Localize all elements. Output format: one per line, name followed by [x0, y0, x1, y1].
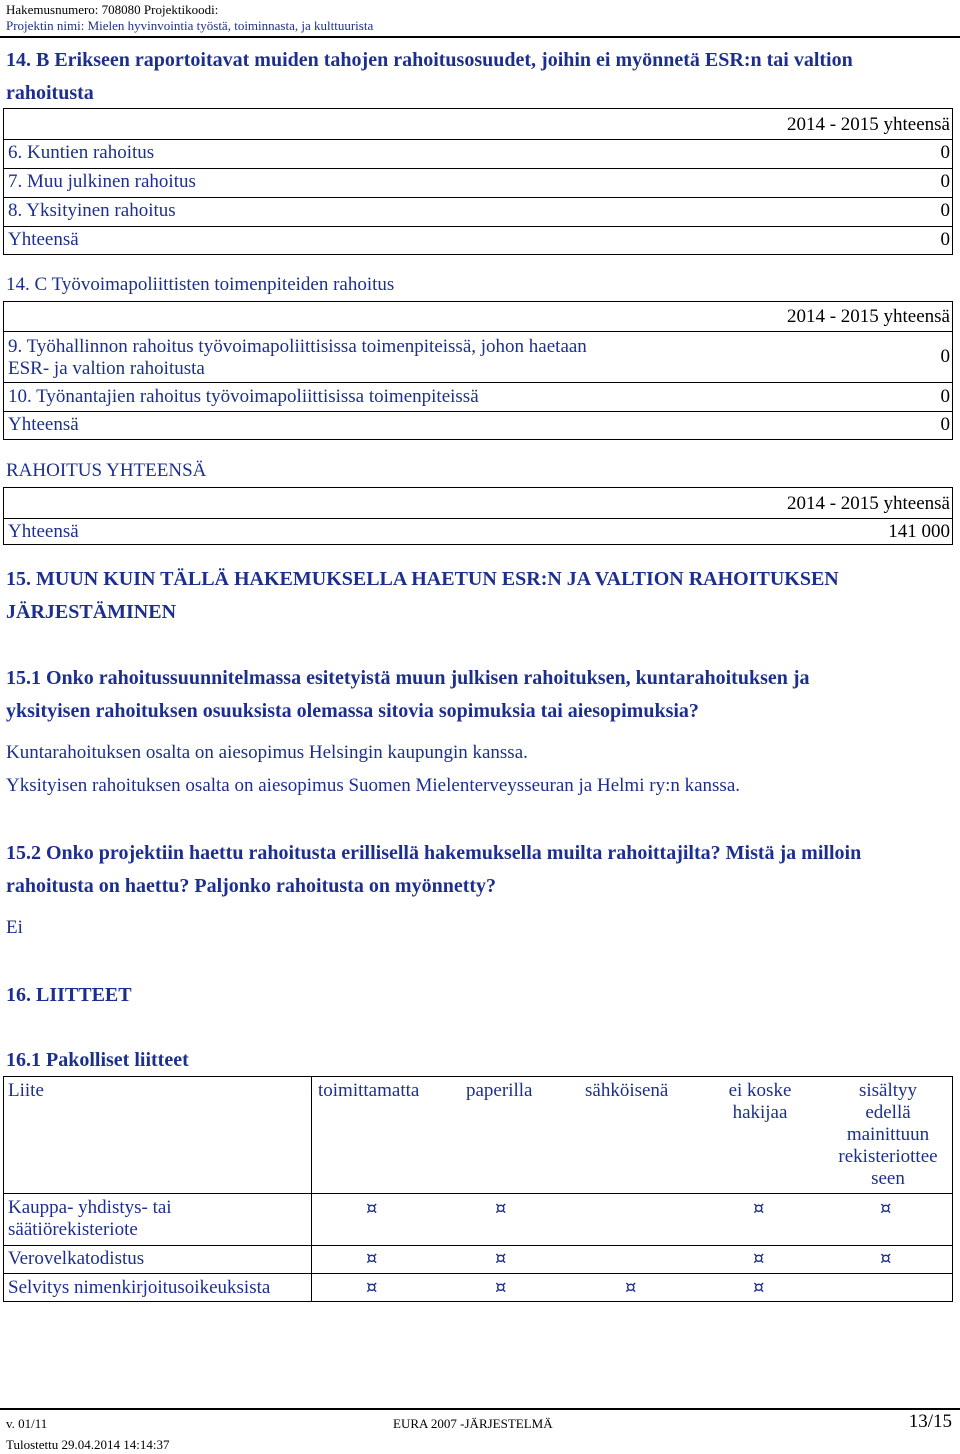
status-mark: ¤ [366, 1198, 378, 1219]
col-divider [311, 1076, 312, 1302]
row-divider [3, 1273, 953, 1274]
col-header-toimittamatta: toimittamatta [318, 1080, 420, 1101]
status-mark: ¤ [880, 1198, 892, 1219]
row-value: 0 [940, 229, 950, 250]
col-header-ei-koske-line2: hakijaa [732, 1102, 788, 1123]
row10-value: 0 [940, 386, 950, 407]
row-divider [3, 518, 953, 519]
question-15-1-line2: yksityisen rahoituksen osuuksista olemassa sitovia sopimuksia tai aiesopimuksia? [6, 700, 699, 722]
section-15-title-line1: 15. MUUN KUIN TÄLLÄ HAKEMUKSELLA HAETUN ESR:N JA VALTION RAHOITUKSEN [6, 568, 839, 590]
question-15-2-line1: 15.2 Onko projektiin haettu rahoitusta erillisellä hakemuksella muilta rahoittajilta? Mistä ja milloin [6, 842, 862, 864]
row-value: 0 [940, 200, 950, 221]
section-14c-total-label: Yhteensä [8, 414, 79, 435]
row-label: 6. Kuntien rahoitus [8, 142, 155, 163]
row-label: Yhteensä [8, 229, 79, 250]
attachment-name-line1: Kauppa- yhdistys- tai [8, 1197, 172, 1218]
attachments-table [3, 1076, 953, 1302]
answer-15-1-line2: Yksityisen rahoituksen osalta on aiesopimus Suomen Mielenterveysseuran ja Helmi ry:n kanssa. [6, 775, 740, 796]
status-mark: ¤ [366, 1277, 378, 1298]
status-mark: ¤ [753, 1198, 765, 1219]
header-application-number: Hakemusnumero: 708080 Projektikoodi: [6, 2, 219, 17]
header-project-name: Projektin nimi: Mielen hyvinvointia työstä, toiminnasta, ja kulttuurista [6, 18, 374, 33]
col-header-sisaltyy-line4: rekisteriottee [838, 1146, 938, 1167]
section-14c-col-header: 2014 - 2015 yhteensä [786, 306, 950, 327]
status-mark: ¤ [495, 1248, 507, 1269]
col-header-sahkoisena: sähköisenä [585, 1080, 669, 1101]
section-14b-col-header: 2014 - 2015 yhteensä [786, 114, 950, 135]
total-funding-col-header: 2014 - 2015 yhteensä [786, 493, 950, 514]
row-divider [3, 197, 953, 198]
status-mark: ¤ [495, 1277, 507, 1298]
col-header-sisaltyy-line1: sisältyy [858, 1080, 918, 1101]
header-divider [0, 36, 960, 38]
row9-value: 0 [940, 346, 950, 367]
col-header-sisaltyy-line5: seen [871, 1168, 905, 1189]
status-mark: ¤ [625, 1277, 637, 1298]
section-15-title-line2: JÄRJESTÄMINEN [6, 601, 177, 623]
attachment-name-line1: Verovelkatodistus [8, 1248, 145, 1269]
section-14b-title-line2: rahoitusta [6, 82, 94, 104]
row10-label: 10. Työnantajien rahoitus työvoimapoliittisissa toimenpiteissä [8, 386, 479, 407]
attachment-name-line1: Selvitys nimenkirjoitusoikeuksista [8, 1277, 271, 1298]
row-value: 0 [940, 171, 950, 192]
status-mark: ¤ [366, 1248, 378, 1269]
row-label: 7. Muu julkinen rahoitus [8, 171, 196, 192]
total-funding-title: RAHOITUS YHTEENSÄ [6, 460, 207, 481]
section-14b-title-line1: 14. B Erikseen raportoitavat muiden tahojen rahoitusosuudet, joihin ei myönnetä ESR:n tai valtion [6, 49, 853, 71]
footer-version: v. 01/11 [6, 1416, 48, 1431]
row-divider [3, 411, 953, 412]
attachment-name-line2: säätiörekisteriote [8, 1219, 138, 1240]
section-14c-title: 14. C Työvoimapoliittisten toimenpiteiden rahoitus [6, 274, 395, 295]
col-header-sisaltyy-line2: edellä [865, 1102, 911, 1123]
row-divider [3, 331, 953, 332]
col-header-ei-koske-line1: ei koske [728, 1080, 792, 1101]
footer-printed-timestamp: Tulostettu 29.04.2014 14:14:37 [6, 1437, 170, 1452]
footer-system: EURA 2007 -JÄRJESTELMÄ [393, 1416, 553, 1431]
footer-page-number: 13/15 [908, 1411, 952, 1432]
total-funding-label: Yhteensä [8, 521, 79, 542]
status-mark: ¤ [495, 1198, 507, 1219]
row-divider [3, 139, 953, 140]
row-divider [3, 1193, 953, 1194]
row-label: 8. Yksityinen rahoitus [8, 200, 176, 221]
section-16-1-title: 16.1 Pakolliset liitteet [6, 1049, 189, 1071]
row-value: 0 [940, 142, 950, 163]
status-mark: ¤ [753, 1248, 765, 1269]
question-15-1-line1: 15.1 Onko rahoitussuunnitelmassa esitetyistä muun julkisen rahoituksen, kuntarahoituksen ja [6, 667, 810, 689]
status-mark: ¤ [880, 1248, 892, 1269]
row-divider [3, 226, 953, 227]
row-divider [3, 1245, 953, 1246]
answer-15-1-line1: Kuntarahoituksen osalta on aiesopimus Helsingin kaupungin kanssa. [6, 742, 528, 763]
total-funding-value: 141 000 [888, 521, 950, 542]
col-header-sisaltyy-line3: mainittuun [846, 1124, 930, 1145]
col-header-paperilla: paperilla [466, 1080, 533, 1101]
footer-divider [0, 1408, 960, 1410]
section-14c-total-value: 0 [940, 414, 950, 435]
answer-15-2: Ei [6, 917, 23, 938]
row-divider [3, 382, 953, 383]
status-mark: ¤ [753, 1277, 765, 1298]
col-header-liite: Liite [8, 1080, 44, 1101]
row9-label-line2: ESR- ja valtion rahoitusta [8, 358, 205, 379]
row9-label-line1: 9. Työhallinnon rahoitus työvoimapoliittisissa toimenpiteissä, johon haetaan [8, 336, 587, 357]
question-15-2-line2: rahoitusta on haettu? Paljonko rahoitusta on myönnetty? [6, 875, 497, 897]
section-16-title: 16. LIITTEET [6, 984, 132, 1006]
row-divider [3, 168, 953, 169]
